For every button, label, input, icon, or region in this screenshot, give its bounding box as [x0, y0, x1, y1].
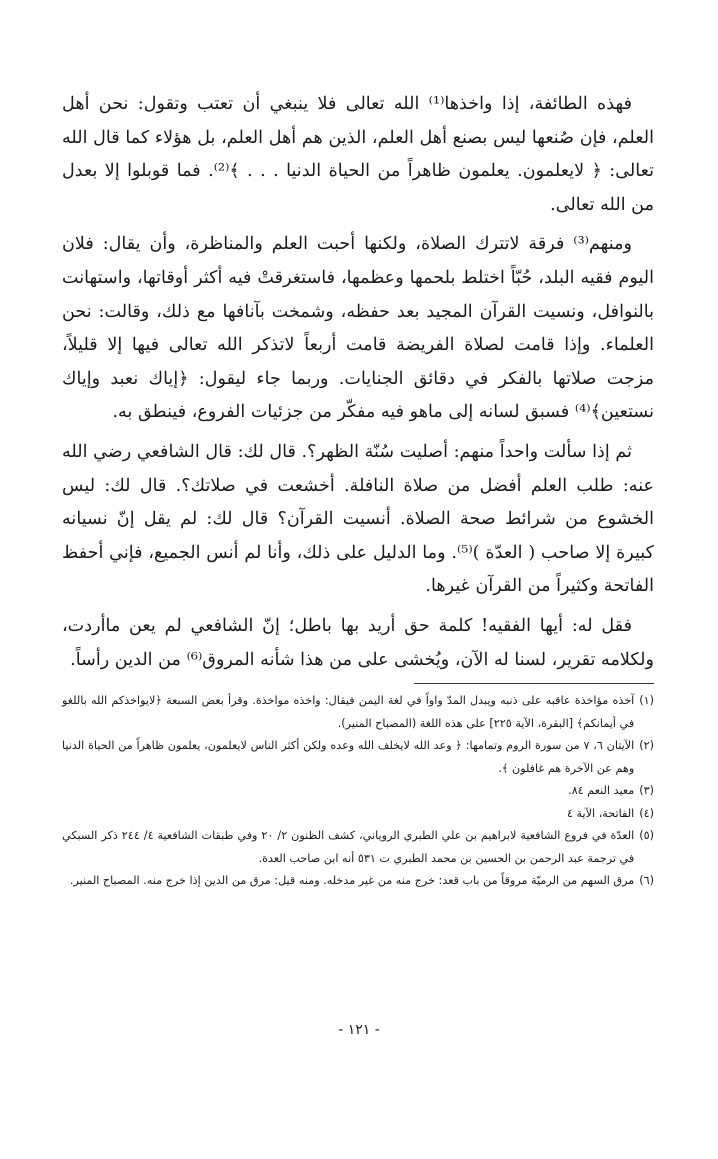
footnote-text: العدّة في فروع الشافعية لابراهيم بن علي الطبري الروياني، كشف الظنون ٢/ ٢٠ وفي طبقات الشافعية ٤/ ٢٤٤ ذكر السبكي في ترجمة عبد الرحمن بن الحسين بن محمد الطبري ت ٥٣١ أنه ابن صاحب العدة.: [62, 829, 635, 865]
footnote-divider: [414, 683, 654, 684]
footnote-number: (٥): [639, 829, 654, 843]
footnote-5: [62, 825, 654, 870]
paragraph-4: فقل له: أيها الفقيه! كلمة حق أريد بها باطل؛ إنّ الشافعي لم يعن ماأردت، ولكلامه تقرير، لسنا له الآن، ويُخشى على من هذا شأنه المروق⁽⁶⁾ من الدين رأساً.: [62, 615, 654, 670]
main-text: [62, 88, 654, 677]
footnote-number: (٢): [639, 739, 654, 753]
footnote-6: [62, 870, 654, 893]
footnotes: [62, 690, 654, 893]
footnote-text: الآيتان ٦، ٧ من سورة الروم وتمامها: ﴿ وعد الله لايخلف الله وعده ولكن أكثر الناس لايعلمون، يعلمون ظاهراً من الحياة الدنيا وهم عن الآخرة هم غافلون ﴾.: [62, 739, 635, 775]
paragraph-2: ومنهم⁽³⁾ فرقة لاتترك الصلاة، ولكنها أحبت العلم والمناظرة، وأن يقال: فلان اليوم فقيه البلد، حُبّاً اختلط بلحمها وعظمها، فاستغرقتْ فيه أكثر أوقاتها، واستهانت بالنوافل، ونسيت القرآن المجيد بعد حفظه، وشمخت بآنافها مع ذلك، وقالت: نحن العلماء. وإذا قامت لصلاة الفريضة قامت أربعاً لاتذكر الله تعالى فيها إلا قليلاً، مزجت صلاتها بالفكر في دقائق الجنايات. وربما جاء ليقول: ﴿إياك نعبد وإياك نستعين﴾⁽⁴⁾ فسبق لسانه إلى ماهو فيه مفكّر من جزئيات الفروع، فينطق به.: [62, 234, 654, 423]
footnote-number: (٤): [639, 806, 654, 820]
paragraph-3: ثم إذا سألت واحداً منهم: أصليت سُنّة الظهر؟. قال لك: قال الشافعي رضي الله عنه: طلب العلم أفضل من صلاة النافلة. أخشعت في صلاتك؟. قال لك: ليس الخشوع من شرائط صحة الصلاة. أنسيت القرآن؟ قال لك: لم يقل إنّ نسيانه كبيرة إلا صاحب ( العدّة )⁽⁵⁾. وما الدليل على ذلك، وأنا لم أنس الجميع، فإني أحفظ الفاتحة وكثيراً من القرآن غيرها.: [62, 441, 654, 597]
paragraph-1: فهذه الطائفة، إذا واخذها⁽¹⁾ الله تعالى فلا ينبغي أن تعتب وتقول: نحن أهل العلم، فإن صُنعها ليس بصنع أهل العلم، الذين هم أهل العلم، بل هؤلاء كما قال الله تعالى: ﴿ لايعلمون. يعلمون ظاهراً من الحياة الدنيا . . . ﴾⁽²⁾. فما قوبلوا إلا بعدل من الله تعالى.: [62, 94, 654, 215]
page-content: [62, 88, 654, 893]
footnote-1: [62, 690, 654, 735]
footnote-number: (٣): [639, 784, 654, 798]
page-number: - ١٢١ -: [338, 1022, 380, 1038]
footnote-text: آخذه مؤاخذة عاقبه على ذنبه ويبدل المدّ واواً في لغة اليمن فيقال: واخذه مواخذة. وقرأ بعض السبعة ﴿لايواخذكم الله باللغو في أيمانكم﴾ [البقرة، الآية ٢٢٥] على هذه اللغة (المصباح المنير).: [62, 694, 635, 730]
footnote-text: مرق السهم من الرميّة مروقاً من باب قعد: خرج منه من غير مدخله. ومنه قيل: مرق من الدين إذا خرج منه. المصباح المنير.: [69, 874, 635, 888]
footnote-3: [62, 780, 654, 803]
footnote-text: معيد النعم ٨٤.: [568, 784, 635, 798]
footnote-number: (١): [639, 694, 654, 708]
footnote-2: [62, 735, 654, 780]
footnote-number: (٦): [639, 874, 654, 888]
footnote-text: الفاتحة، الآية ٤: [566, 806, 635, 820]
footnote-4: [62, 803, 654, 826]
